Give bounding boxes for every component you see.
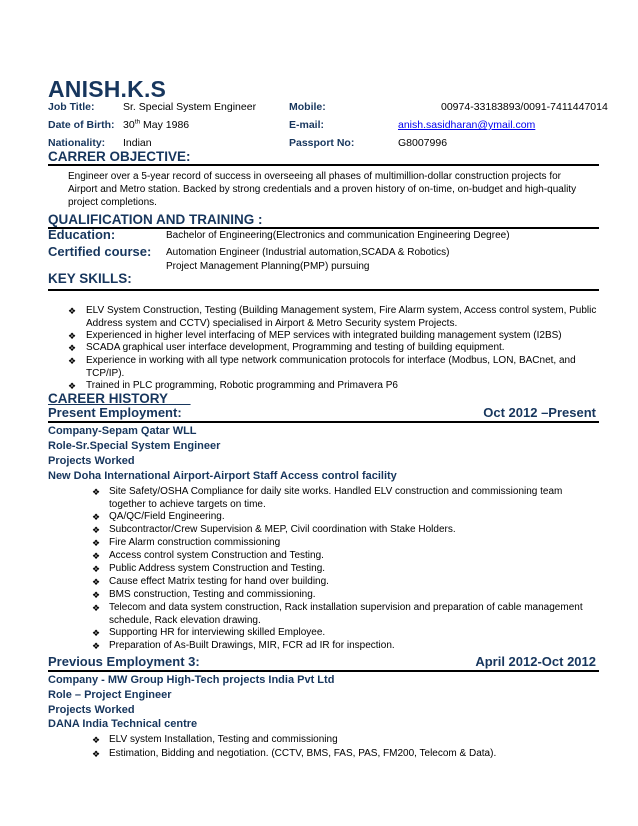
duty-bullet-icon: ❖	[92, 641, 101, 651]
previous-rule	[48, 670, 599, 672]
career-heading-text: CAREER HISTORY	[48, 391, 169, 406]
objective-text: Engineer over a 5-year record of success in overseeing all phases of multimillion-dollar construction projects for Airport and Metro station. Backed by strong credentials and a proven history of on-time, on-budget and high-quality project completions.	[68, 171, 577, 208]
previous-project-name: DANA India Technical centre	[48, 718, 198, 730]
objective-heading: CARRER OBJECTIVE:	[48, 149, 191, 164]
skill-bullet-icon: ❖	[68, 343, 77, 353]
education-label: Education:	[48, 227, 116, 242]
present-employment-label: Present Employment:	[48, 405, 182, 420]
job-title-value: Sr. Special System Engineer	[123, 101, 257, 113]
duty-item: Public Address system Construction and Testing.	[109, 563, 326, 574]
education-value: Bachelor of Engineering(Electronics and communication Engineering Degree)	[166, 230, 510, 241]
email-link[interactable]: anish.sasidharan@ymail.com	[398, 119, 536, 131]
duty-bullet-icon: ❖	[92, 538, 101, 548]
duty-item: BMS construction, Testing and commissioning.	[109, 589, 316, 600]
qualification-rule	[48, 227, 599, 229]
duty-item: Subcontractor/Crew Supervision & MEP, Civil coordination with Stake Holders.	[109, 524, 456, 535]
passport-value: G8007996	[398, 137, 448, 149]
skill-item: SCADA graphical user interface development, Programming and testing of building equipment.	[86, 342, 505, 353]
duty-bullet-icon: ❖	[92, 628, 101, 638]
previous-role: Role – Project Engineer	[48, 689, 172, 701]
skill-item: ELV System Construction, Testing (Building Management system, Fire Alarm system, Access control system, Public Address system and CCTV) specialised in Airport & Metro Security system Projects.	[86, 305, 597, 329]
skill-item: Trained in PLC programming, Robotic programming and Primavera P6	[86, 380, 398, 391]
previous-projects-label: Projects Worked	[48, 704, 135, 716]
certified-label: Certified course:	[48, 244, 152, 259]
skill-item: Experienced in higher level interfacing of MEP services with integrated building management system (I2BS)	[86, 330, 562, 341]
duty-bullet-icon: ❖	[92, 603, 101, 613]
certified-value-1: Automation Engineer (Industrial automation,SCADA & Robotics)	[166, 247, 450, 258]
duty-item: Cause effect Matrix testing for hand over building.	[109, 576, 329, 587]
job-title-label: Job Title:	[48, 101, 95, 113]
present-projects-label: Projects Worked	[48, 455, 135, 467]
present-project-name: New Doha International Airport-Airport Staff Access control facility	[48, 470, 397, 482]
certified-value-2: Project Management Planning(PMP) pursuing	[166, 261, 370, 272]
career-heading	[48, 391, 191, 406]
nationality-value: Indian	[123, 137, 152, 149]
nationality-label: Nationality:	[48, 137, 106, 149]
previous-employment-dates: April 2012-Oct 2012	[475, 654, 596, 669]
dob-label: Date of Birth:	[48, 119, 115, 131]
skill-item: Experience in working with all type network communication protocols for interface (Modbus, LON, BACnet, and TCP/IP).	[86, 355, 576, 379]
dob-month-year: May 1986	[140, 119, 190, 131]
mobile-value: 00974-33183893/0091-7411447014	[441, 101, 608, 113]
previous-company: Company - MW Group High-Tech projects India Pvt Ltd	[48, 674, 335, 686]
present-company: Company-Sepam Qatar WLL	[48, 425, 197, 437]
duty-bullet-icon: ❖	[92, 590, 101, 600]
present-rule	[48, 421, 599, 423]
qualification-heading: QUALIFICATION AND TRAINING :	[48, 212, 263, 227]
duty-item: Supporting HR for interviewing skilled Employee.	[109, 627, 326, 638]
duty-item: Preparation of As-Built Drawings, MIR, FCR ad IR for inspection.	[109, 640, 395, 651]
duty-bullet-icon: ❖	[92, 749, 101, 759]
duty-bullet-icon: ❖	[92, 512, 101, 522]
duty-item: Access control system Construction and Testing.	[109, 550, 324, 561]
duty-bullet-icon: ❖	[92, 577, 101, 587]
duty-item: Fire Alarm construction commissioning	[109, 537, 281, 548]
email-label: E-mail:	[289, 119, 325, 131]
skills-rule	[48, 289, 599, 291]
duty-bullet-icon: ❖	[92, 564, 101, 574]
duty-bullet-icon: ❖	[92, 551, 101, 561]
previous-duty-item: Estimation, Bidding and negotiation. (CCTV, BMS, FAS, PAS, FM200, Telecom & Data).	[109, 748, 497, 759]
duty-bullet-icon: ❖	[92, 735, 101, 745]
passport-label: Passport No:	[289, 137, 355, 149]
duty-item: Telecom and data system construction, Rack installation supervision and preparation of cable management schedule, Rack elevation drawing.	[109, 602, 583, 626]
present-employment-dates: Oct 2012 –Present	[483, 405, 596, 420]
previous-duty-item: ELV system Installation, Testing and commissioning	[109, 734, 338, 745]
present-role: Role-Sr.Special System Engineer	[48, 440, 221, 452]
skill-bullet-icon: ❖	[68, 381, 77, 391]
duty-bullet-icon: ❖	[92, 525, 101, 535]
duty-bullet-icon: ❖	[92, 487, 101, 497]
previous-employment-label: Previous Employment 3:	[48, 654, 200, 669]
dob-day: 30	[123, 119, 135, 131]
skill-bullet-icon: ❖	[68, 331, 77, 341]
duty-item: QA/QC/Field Engineering.	[109, 511, 225, 522]
skill-bullet-icon: ❖	[68, 306, 77, 316]
duty-item: Site Safety/OSHA Compliance for daily site works. Handled ELV construction and commissioning team together to achieve targets on time.	[109, 486, 563, 510]
mobile-label: Mobile:	[289, 101, 326, 113]
skills-heading: KEY SKILLS:	[48, 271, 132, 286]
skill-bullet-icon: ❖	[68, 356, 77, 366]
dob-value	[123, 119, 189, 131]
objective-rule	[48, 164, 599, 166]
candidate-name: ANISH.K.S	[48, 76, 167, 102]
dob-suffix: th	[134, 118, 141, 126]
